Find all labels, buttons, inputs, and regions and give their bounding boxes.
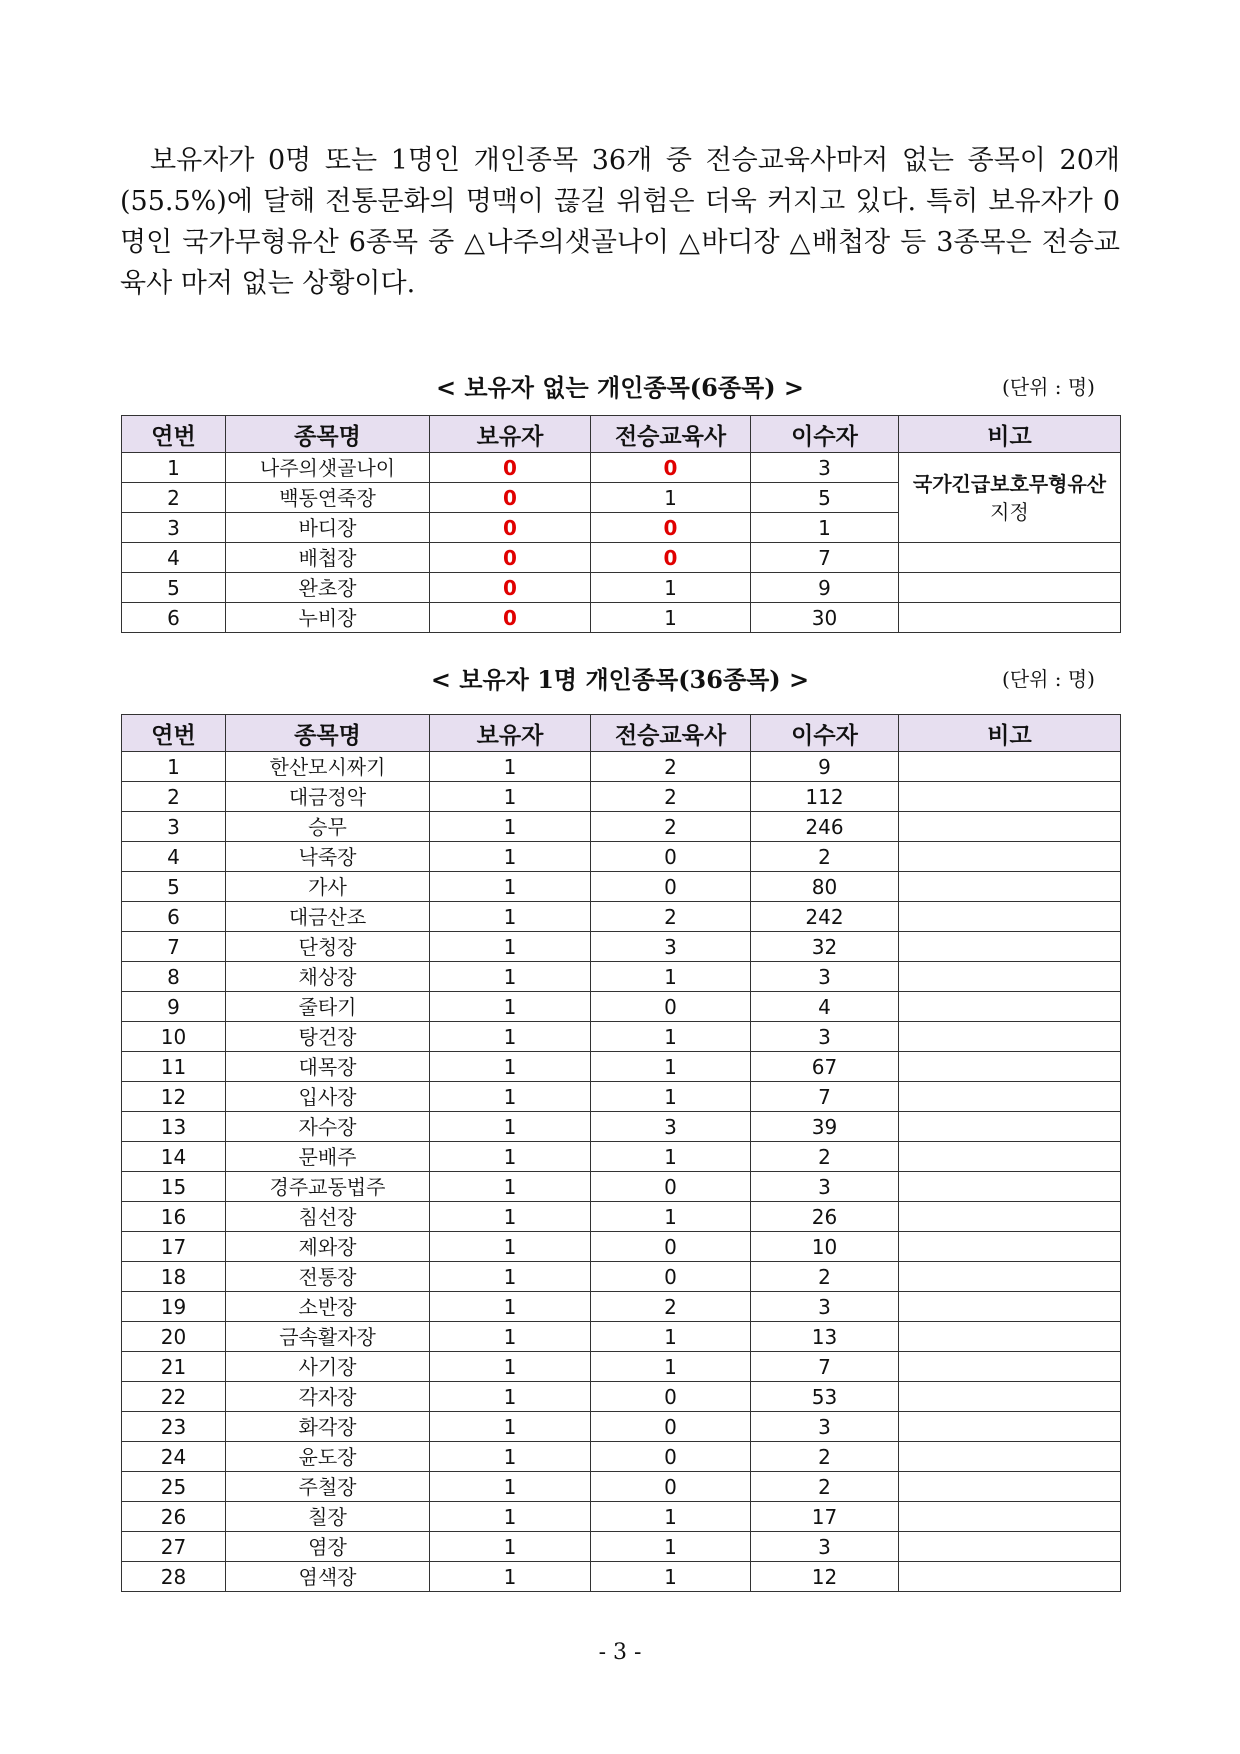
table2-header-row: [122, 715, 1121, 752]
table-cell: 20: [122, 1322, 226, 1352]
table-cell: 0: [591, 1382, 751, 1412]
table-one-holder: [121, 714, 1121, 1592]
table-cell: 1: [591, 1322, 751, 1352]
remark-sub: 지정: [990, 499, 1029, 524]
table-cell: 1: [591, 1052, 751, 1082]
table-cell: 2: [591, 902, 751, 932]
table1-header-cell: 보유자: [430, 416, 591, 453]
table-cell: 3: [751, 1022, 899, 1052]
page-number: - 3 -: [598, 1640, 642, 1665]
table-row: [122, 1112, 1121, 1142]
table-row: [122, 543, 1121, 573]
table-cell: 경주교동법주: [226, 1172, 430, 1202]
table-cell: 7: [122, 932, 226, 962]
table-cell: 칠장: [226, 1502, 430, 1532]
remark-cell: [899, 1262, 1121, 1292]
table-cell: 나주의샛골나이: [226, 453, 430, 483]
table-cell: 누비장: [226, 603, 430, 633]
table-cell: 1: [591, 573, 751, 603]
table-row: [122, 1562, 1121, 1592]
table-cell: 28: [122, 1562, 226, 1592]
remark-cell: [899, 1502, 1121, 1532]
table-row: [122, 1202, 1121, 1232]
table-cell: 0: [591, 1232, 751, 1262]
table2-header-cell: 보유자: [430, 715, 591, 752]
table-cell: 23: [122, 1412, 226, 1442]
table-cell: 6: [122, 603, 226, 633]
table-cell: 1: [591, 1562, 751, 1592]
table-cell: 탕건장: [226, 1022, 430, 1052]
table-cell: 12: [751, 1562, 899, 1592]
table-cell: 1: [591, 962, 751, 992]
table-cell: 2: [751, 842, 899, 872]
table-row: [122, 842, 1121, 872]
table-cell: 1: [430, 1232, 591, 1262]
remark-cell: [899, 872, 1121, 902]
table-cell: 5: [122, 573, 226, 603]
table1-header-cell: 종목명: [226, 416, 430, 453]
table-cell: 1: [430, 842, 591, 872]
table-cell: 10: [122, 1022, 226, 1052]
table-cell: 11: [122, 1052, 226, 1082]
table-cell: 1: [430, 1472, 591, 1502]
table-row: [122, 872, 1121, 902]
table-row: [122, 1262, 1121, 1292]
remark-cell: [899, 603, 1121, 633]
remark-cell: [899, 812, 1121, 842]
table-cell: 1: [591, 1532, 751, 1562]
table-cell: 13: [122, 1112, 226, 1142]
remark-cell: [899, 1532, 1121, 1562]
table-cell: 3: [122, 812, 226, 842]
table-row: [122, 1082, 1121, 1112]
table-row: [122, 752, 1121, 782]
table-cell: 32: [751, 932, 899, 962]
table-cell: 2: [591, 812, 751, 842]
table-cell: 0: [430, 603, 591, 633]
table-row: [122, 932, 1121, 962]
table-cell: 22: [122, 1382, 226, 1412]
remark-cell: [899, 752, 1121, 782]
remark-cell: [899, 1232, 1121, 1262]
table-cell: 9: [751, 573, 899, 603]
table-cell: 1: [430, 1142, 591, 1172]
table-row: [122, 1502, 1121, 1532]
table-cell: 바디장: [226, 513, 430, 543]
remark-cell: [899, 902, 1121, 932]
remark-cell: [899, 1472, 1121, 1502]
table-cell: 낙죽장: [226, 842, 430, 872]
table-cell: 13: [751, 1322, 899, 1352]
table-cell: 금속활자장: [226, 1322, 430, 1352]
table-cell: 3: [751, 1292, 899, 1322]
remark-cell: [899, 1082, 1121, 1112]
table-cell: 2: [122, 782, 226, 812]
table-cell: 1: [430, 812, 591, 842]
table-cell: 80: [751, 872, 899, 902]
remark-cell: [899, 1562, 1121, 1592]
table-cell: 242: [751, 902, 899, 932]
table-cell: 7: [751, 1082, 899, 1112]
table-cell: 21: [122, 1352, 226, 1382]
table-cell: 1: [430, 992, 591, 1022]
table-cell: 가사: [226, 872, 430, 902]
table-cell: 완초장: [226, 573, 430, 603]
table-row: [122, 603, 1121, 633]
table2-header-cell: 연번: [122, 715, 226, 752]
table-cell: 2: [751, 1442, 899, 1472]
table2-caption: [120, 660, 1120, 694]
table-row: [122, 1232, 1121, 1262]
table2-header-cell: 비고: [899, 715, 1121, 752]
table-cell: 1: [430, 1502, 591, 1532]
table-cell: 1: [430, 1052, 591, 1082]
table-cell: 전통장: [226, 1262, 430, 1292]
table-cell: 2: [751, 1262, 899, 1292]
table-cell: 2: [591, 752, 751, 782]
table-cell: 1: [430, 1262, 591, 1292]
table-cell: 자수장: [226, 1112, 430, 1142]
remark-cell: [899, 1022, 1121, 1052]
table-cell: 1: [591, 1142, 751, 1172]
table-cell: 3: [591, 932, 751, 962]
table-cell: 67: [751, 1052, 899, 1082]
table-cell: 0: [430, 483, 591, 513]
table-cell: 15: [122, 1172, 226, 1202]
table-cell: 0: [591, 1442, 751, 1472]
table-cell: 0: [591, 992, 751, 1022]
table-cell: 1: [430, 1082, 591, 1112]
table-cell: 줄타기: [226, 992, 430, 1022]
table1-header-cell: 전승교육사: [591, 416, 751, 453]
table1-header-cell: 이수자: [751, 416, 899, 453]
table-cell: 윤도장: [226, 1442, 430, 1472]
table-cell: 1: [591, 1202, 751, 1232]
table-cell: 4: [122, 543, 226, 573]
remark-cell: [899, 782, 1121, 812]
table-row: [122, 1142, 1121, 1172]
table-cell: 3: [751, 453, 899, 483]
table-row: [122, 812, 1121, 842]
remark-cell: [899, 1352, 1121, 1382]
table-cell: 0: [591, 1472, 751, 1502]
table-cell: 19: [122, 1292, 226, 1322]
table-cell: 1: [430, 1112, 591, 1142]
table-cell: 단청장: [226, 932, 430, 962]
body-paragraph: 보유자가 0명 또는 1명인 개인종목 36개 중 전승교육사마저 없는 종목이 20개(55.5%)에 달해 전통문화의 명맥이 끊길 위험은 더욱 커지고 있다. 특히 보유자가 0명인 국가무형유산 6종목 중 △나주의샛골나이 △바디장 △배첩장 등 3종목은 전승교육사 마저 없는 상황이다.: [120, 145, 1120, 299]
table-cell: 18: [122, 1262, 226, 1292]
table-cell: 26: [122, 1502, 226, 1532]
table-cell: 39: [751, 1112, 899, 1142]
table-row: [122, 1472, 1121, 1502]
table-row: [122, 1382, 1121, 1412]
table-cell: 1: [430, 1352, 591, 1382]
remark-cell: [899, 962, 1121, 992]
table-cell: 1: [430, 1442, 591, 1472]
table-cell: 27: [122, 1532, 226, 1562]
remark-cell: [899, 1142, 1121, 1172]
remark-cell: [899, 1322, 1121, 1352]
table-cell: 0: [591, 842, 751, 872]
table-cell: 2: [122, 483, 226, 513]
table-cell: 1: [430, 752, 591, 782]
table-cell: 1: [591, 603, 751, 633]
table-row: [122, 962, 1121, 992]
remark-cell: [899, 1172, 1121, 1202]
remark-cell: [899, 543, 1121, 573]
table-cell: 0: [591, 1172, 751, 1202]
table-cell: 26: [751, 1202, 899, 1232]
table-cell: 1: [591, 483, 751, 513]
table-cell: 제와장: [226, 1232, 430, 1262]
remark-main: 국가긴급보호무형유산: [912, 471, 1107, 496]
table-row: [122, 573, 1121, 603]
table-cell: 배첩장: [226, 543, 430, 573]
table-cell: 1: [430, 932, 591, 962]
table2-header-cell: 종목명: [226, 715, 430, 752]
table-cell: 0: [591, 543, 751, 573]
table1-header-row: [122, 416, 1121, 453]
table-row: [122, 992, 1121, 1022]
table-cell: 1: [430, 872, 591, 902]
table-cell: 백동연죽장: [226, 483, 430, 513]
table-cell: 침선장: [226, 1202, 430, 1232]
table-cell: 0: [591, 1412, 751, 1442]
table-cell: 10: [751, 1232, 899, 1262]
table-cell: 대금정악: [226, 782, 430, 812]
table1-header-cell: 연번: [122, 416, 226, 453]
table-cell: 1: [591, 1352, 751, 1382]
table-row: [122, 1412, 1121, 1442]
table-cell: 3: [751, 1172, 899, 1202]
table1-unit: (단위 : 명): [1001, 375, 1095, 399]
table-cell: 6: [122, 902, 226, 932]
table-cell: 246: [751, 812, 899, 842]
table-cell: 7: [751, 1352, 899, 1382]
table-cell: 1: [430, 962, 591, 992]
remark-cell: [899, 1052, 1121, 1082]
table1-caption: [120, 368, 1120, 402]
table-cell: 1: [591, 1022, 751, 1052]
table-cell: 1: [430, 902, 591, 932]
table-cell: 16: [122, 1202, 226, 1232]
table-cell: 5: [751, 483, 899, 513]
table-cell: 0: [591, 513, 751, 543]
table-cell: 대금산조: [226, 902, 430, 932]
table-row: [122, 1322, 1121, 1352]
table-cell: 0: [430, 513, 591, 543]
table-cell: 53: [751, 1382, 899, 1412]
table-cell: 한산모시짜기: [226, 752, 430, 782]
table1-header-cell: 비고: [899, 416, 1121, 453]
table-cell: 입사장: [226, 1082, 430, 1112]
table-cell: 1: [591, 1502, 751, 1532]
remark-cell: [899, 842, 1121, 872]
table-cell: 3: [751, 1412, 899, 1442]
table-cell: 1: [430, 1292, 591, 1322]
remark-cell: [899, 1382, 1121, 1412]
table-cell: 0: [591, 453, 751, 483]
table-cell: 화각장: [226, 1412, 430, 1442]
table-cell: 1: [430, 1382, 591, 1412]
table-cell: 112: [751, 782, 899, 812]
table2-unit: (단위 : 명): [1001, 667, 1095, 691]
table-row: [122, 782, 1121, 812]
table2-header-cell: 전승교육사: [591, 715, 751, 752]
table-cell: 2: [591, 1292, 751, 1322]
remark-cell: [899, 992, 1121, 1022]
table-cell: 9: [751, 752, 899, 782]
table-cell: 1: [430, 782, 591, 812]
table-cell: 각자장: [226, 1382, 430, 1412]
remark-cell: [899, 1202, 1121, 1232]
table-cell: 0: [591, 1262, 751, 1292]
remark-cell: [899, 1442, 1121, 1472]
table-cell: 승무: [226, 812, 430, 842]
table-row: [122, 1442, 1121, 1472]
table-cell: 30: [751, 603, 899, 633]
table-row: [122, 453, 1121, 483]
remark-cell: [899, 453, 1121, 543]
table-cell: 17: [751, 1502, 899, 1532]
table-row: [122, 1292, 1121, 1322]
table-row: [122, 1052, 1121, 1082]
table-cell: 14: [122, 1142, 226, 1172]
remark-cell: [899, 1292, 1121, 1322]
table-cell: 8: [122, 962, 226, 992]
table-cell: 1: [430, 1202, 591, 1232]
table-cell: 1: [430, 1412, 591, 1442]
table-cell: 1: [751, 513, 899, 543]
table-cell: 소반장: [226, 1292, 430, 1322]
table-cell: 3: [591, 1112, 751, 1142]
table-row: [122, 1172, 1121, 1202]
table-cell: 3: [751, 962, 899, 992]
table-cell: 4: [122, 842, 226, 872]
table-cell: 염색장: [226, 1562, 430, 1592]
table-cell: 1: [122, 752, 226, 782]
table-cell: 12: [122, 1082, 226, 1112]
table-no-holder: [121, 415, 1121, 633]
table-cell: 1: [430, 1562, 591, 1592]
table-row: [122, 1352, 1121, 1382]
table-cell: 2: [751, 1472, 899, 1502]
table-cell: 채상장: [226, 962, 430, 992]
table-cell: 9: [122, 992, 226, 1022]
table-cell: 1: [430, 1172, 591, 1202]
table-cell: 24: [122, 1442, 226, 1472]
table-cell: 사기장: [226, 1352, 430, 1382]
table2-title: < 보유자 1명 개인종목(36종목) >: [430, 665, 810, 694]
table-cell: 대목장: [226, 1052, 430, 1082]
table-cell: 5: [122, 872, 226, 902]
table-cell: 문배주: [226, 1142, 430, 1172]
table-cell: 0: [430, 543, 591, 573]
table-cell: 17: [122, 1232, 226, 1262]
table-cell: 7: [751, 543, 899, 573]
table-cell: 3: [122, 513, 226, 543]
table-cell: 주철장: [226, 1472, 430, 1502]
table-cell: 1: [591, 1082, 751, 1112]
remark-cell: [899, 1412, 1121, 1442]
table-cell: 1: [122, 453, 226, 483]
remark-cell: [899, 932, 1121, 962]
remark-cell: [899, 1112, 1121, 1142]
remark-cell: [899, 573, 1121, 603]
table-cell: 25: [122, 1472, 226, 1502]
table-cell: 2: [751, 1142, 899, 1172]
table-cell: 4: [751, 992, 899, 1022]
table-row: [122, 1532, 1121, 1562]
table-cell: 염장: [226, 1532, 430, 1562]
table1-title: < 보유자 없는 개인종목(6종목) >: [435, 373, 805, 402]
table-row: [122, 902, 1121, 932]
table-cell: 1: [430, 1022, 591, 1052]
table-cell: 0: [430, 573, 591, 603]
table-cell: 0: [591, 872, 751, 902]
table-cell: 2: [591, 782, 751, 812]
table2-header-cell: 이수자: [751, 715, 899, 752]
table-cell: 1: [430, 1322, 591, 1352]
table-cell: 0: [430, 453, 591, 483]
table-cell: 1: [430, 1532, 591, 1562]
table-cell: 3: [751, 1532, 899, 1562]
table-row: [122, 1022, 1121, 1052]
